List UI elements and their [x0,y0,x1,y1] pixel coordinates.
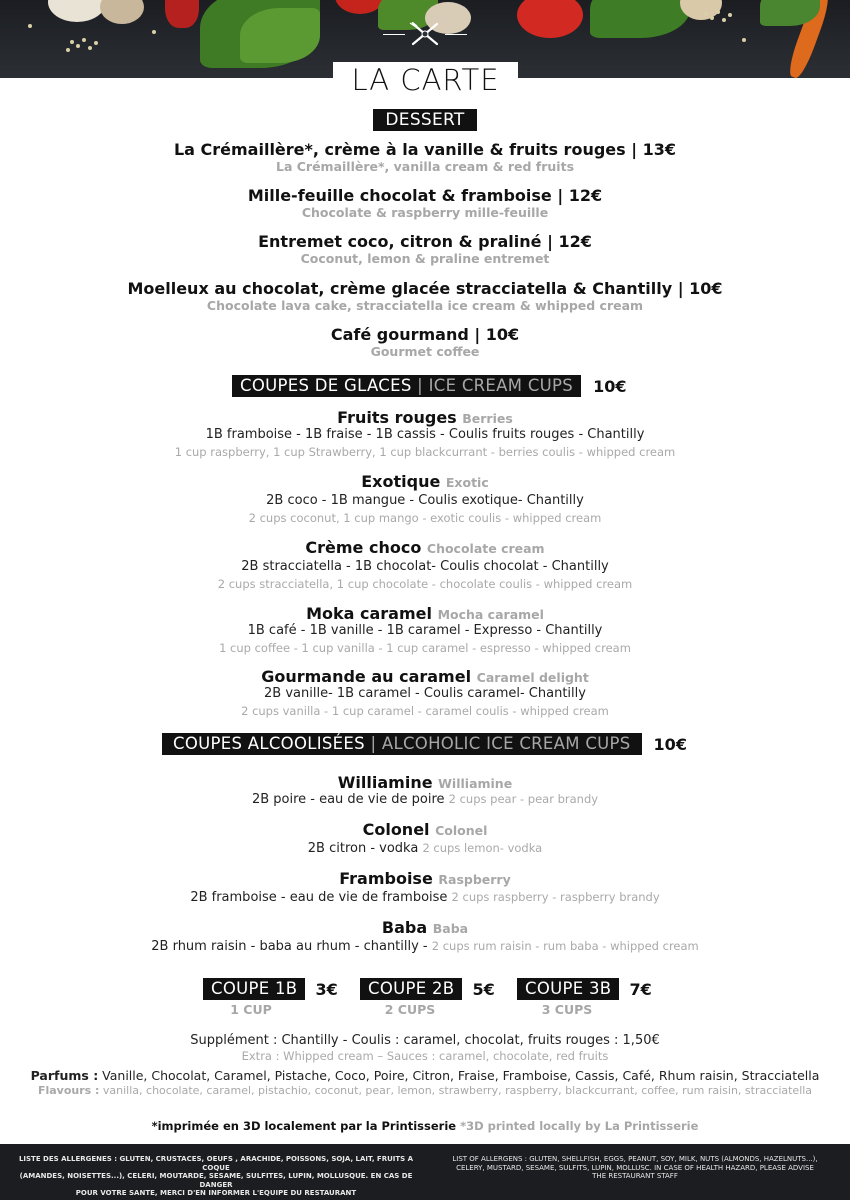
flavours-label-en: Flavours : [37,1084,100,1097]
allergens-en-line: LIST OF ALLERGENS : GLUTEN, SHELLFISH, EGGS, PEANUT, SOY, MILK, NUTS (ALMONDS, HAZELNUTS...), [452,1155,818,1163]
cup-label-en: 2 CUPS [384,1002,436,1017]
flavours-label: Parfums : [30,1068,99,1083]
alcoholic-ingredients [0,792,850,807]
cup-label-en: 1 CUP [230,1002,272,1017]
cup-ingredients-en: 1 cup raspberry, 1 cup Strawberry, 1 cup blackcurrant - berries coulis - whipped cream [174,445,676,459]
ingredients-fr: 2B citron - vodka [307,841,423,856]
flavours-line [0,1068,850,1083]
heading-separator: | [411,376,429,395]
crossed-knife-fork-logo [405,22,445,46]
cup-name: Framboise [339,869,433,888]
cup-name-en: Colonel [435,823,488,838]
cup-ingredients: 2B coco - 1B mangue - Coulis exotique- Chantilly [266,493,584,508]
note-fr: *imprimée en 3D localement par la Printisserie [151,1119,457,1133]
dessert-item-name: Mille-feuille chocolat & framboise | 12€ [247,186,603,205]
printisserie-note [0,1119,850,1133]
mushroom-icon [100,0,144,24]
cup-item-title [0,408,850,427]
alcoholic-cups-price: 10€ [653,734,687,754]
cup-label: COUPE 2B [360,978,462,1000]
cup-name: Baba [381,918,428,937]
cup-price-2b [360,978,495,1017]
allergens-fr-line: POUR VOTRE SANTE, MERCI D'EN INFORMER L'EQUIPE DU RESTAURANT [75,1189,357,1197]
cup-ingredients: 2B stracciatella - 1B chocolat- Coulis chocolat - Chantilly [241,559,609,574]
dessert-item-translation: Chocolate & raspberry mille-feuille [301,205,549,220]
dessert-item-name: Entremet coco, citron & praliné | 12€ [258,232,592,251]
red-pepper-icon [165,0,199,28]
cup-name: Gourmande au caramel [261,667,472,686]
supplement-text-en: Extra : Whipped cream – Sauces : caramel, chocolate, red fruits [241,1049,609,1063]
heading-fr: COUPES ALCOOLISÉES [173,734,365,753]
ingredients-en: 2 cups rum raisin - rum baba - whipped cream [431,939,699,953]
cup-name: Colonel [362,820,430,839]
ice-cream-cups-price: 10€ [593,376,627,396]
cup-name-en: Baba [432,921,469,936]
flavours-line-en [0,1084,850,1097]
cup-ingredients: 2B vanille- 1B caramel - Coulis caramel- Chantilly [264,686,586,701]
cup-ingredients-en: 2 cups vanilla - 1 cup caramel - caramel coulis - whipped cream [241,704,609,718]
allergens-en-line: THE RESTAURANT STAFF [592,1172,678,1180]
page-title: LA CARTE [351,63,500,97]
alcoholic-item-title [0,773,850,792]
cup-price: 3€ [315,979,338,999]
ice-cream-cups-heading [232,375,626,397]
cup-name: Moka caramel [306,604,432,623]
allergen-footer [0,1144,850,1200]
ingredients-en: 2 cups pear - pear brandy [448,792,599,806]
allergens-en-line: CELERY, MUSTARD, SESAME, SULFITS, LUPIN, MOLLUSC. IN CASE OF HEALTH HAZARD, PLEASE ADVISE [456,1163,814,1172]
ingredients-fr: 2B rhum raisin - baba au rhum - chantilly - [151,939,432,954]
dessert-item-name: La Crémaillère*, crème à la vanille & fruits rouges | 13€ [173,140,677,159]
cup-item-title [0,604,850,623]
cup-name-en: Mocha caramel [437,607,544,622]
cup-name-en: Raspberry [438,872,511,887]
dessert-item-translation: Coconut, lemon & praline entremet [300,251,550,266]
page-title-tab [333,62,518,98]
cup-label: COUPE 1B [203,978,305,1000]
alcoholic-item-title [0,869,850,888]
cup-name: Fruits rouges [337,408,457,427]
ingredients-en: 2 cups lemon- vodka [422,841,543,855]
heading-separator: | [364,734,382,753]
cup-name-en: Exotic [445,475,489,490]
dessert-item-translation: Gourmet coffee [370,344,480,359]
cup-price: 5€ [472,979,495,999]
ingredients-fr: 2B framboise - eau de vie de framboise [190,890,452,905]
cup-name-en: Williamine [438,776,513,791]
garlic-icon [48,0,106,22]
cup-ingredients-en: 2 cups stracciatella, 1 cup chocolate - chocolate coulis - whipped cream [217,577,633,591]
dessert-heading: DESSERT [373,109,476,131]
cup-label: COUPE 3B [517,978,619,1000]
allergens-fr-line: LISTE DES ALLERGENES : GLUTEN, CRUSTACES, OEUFS , ARACHIDE, POISSONS, SOJA, LAIT, FRUITS A COQUE [18,1155,414,1172]
allergens-en [440,1155,830,1181]
alcoholic-cups-pill [162,733,642,755]
dessert-item-name: Moelleux au chocolat, crème glacée stracciatella & Chantilly | 10€ [127,279,723,298]
heading-en: ALCOHOLIC ICE CREAM CUPS [381,734,631,753]
cup-item-title [0,667,850,686]
herb-icon [240,8,320,63]
herb-icon [590,0,690,38]
cup-item-title [0,472,850,491]
alcoholic-ingredients [0,939,850,954]
cup-ingredients-en: 1 cup coffee - 1 cup vanilla - 1 cup caramel - espresso - whipped cream [219,641,631,655]
dessert-item-translation: La Crémaillère*, vanilla cream & red fruits [275,159,575,174]
cup-name-en: Berries [462,411,513,426]
ingredients-fr: 2B poire - eau de vie de poire [251,792,449,807]
ice-cream-cups-pill [232,375,581,397]
cup-ingredients: 1B café - 1B vanille - 1B caramel - Expresso - Chantilly [247,623,603,638]
dessert-item-name: Café gourmand | 10€ [330,325,520,344]
cup-label-en: 3 CUPS [541,1002,593,1017]
cup-price: 7€ [629,979,652,999]
cup-name: Exotique [361,472,441,491]
note-en: *3D printed locally by La Printisserie [456,1119,699,1133]
alcoholic-item-title [0,918,850,937]
supplement-text: Supplément : Chantilly - Coulis : caramel, chocolat, fruits rouges : 1,50€ [190,1033,660,1048]
dessert-heading-wrap [0,109,850,131]
cup-item-title [0,538,850,557]
cup-ingredients-en: 2 cups coconut, 1 cup mango - exotic coulis - whipped cream [248,511,602,525]
alcoholic-ingredients [0,841,850,856]
cup-price-1b [203,978,338,1017]
alcoholic-cups-heading [162,733,687,755]
cup-name-en: Chocolate cream [426,541,545,556]
dessert-item-translation: Chocolate lava cake, stracciatella ice cream & whipped cream [206,298,644,313]
ingredients-en: 2 cups raspberry - raspberry brandy [451,890,660,904]
alcoholic-item-title [0,820,850,839]
heading-fr: COUPES DE GLACES [240,376,412,395]
cup-ingredients: 1B framboise - 1B fraise - 1B cassis - Coulis fruits rouges - Chantilly [205,427,645,442]
alcoholic-ingredients [0,890,850,905]
cup-name: Williamine [337,773,433,792]
cup-name-en: Caramel delight [476,670,589,685]
flavours-list-en: vanilla, chocolate, caramel, pistachio, coconut, pear, lemon, strawberry, raspberry, blackcurrant, coffee, rum raisin, stracciatella [99,1084,813,1097]
allergens-fr [16,1155,416,1198]
heading-en: ICE CREAM CUPS [428,376,574,395]
cup-price-3b [517,978,652,1017]
flavours-list: Vanille, Chocolat, Caramel, Pistache, Coco, Poire, Citron, Fraise, Framboise, Cassis, Café, Rhum raisin, Stracciatella [98,1068,820,1083]
cup-name: Crème choco [305,538,422,557]
tomato-icon [517,0,583,38]
allergens-fr-line: (AMANDES, NOISETTES...), CELERI, MOUTARDE, SESAME, SULFITES, LUPIN, MOLLUSQUE. EN CAS DE DANGER [19,1172,413,1189]
